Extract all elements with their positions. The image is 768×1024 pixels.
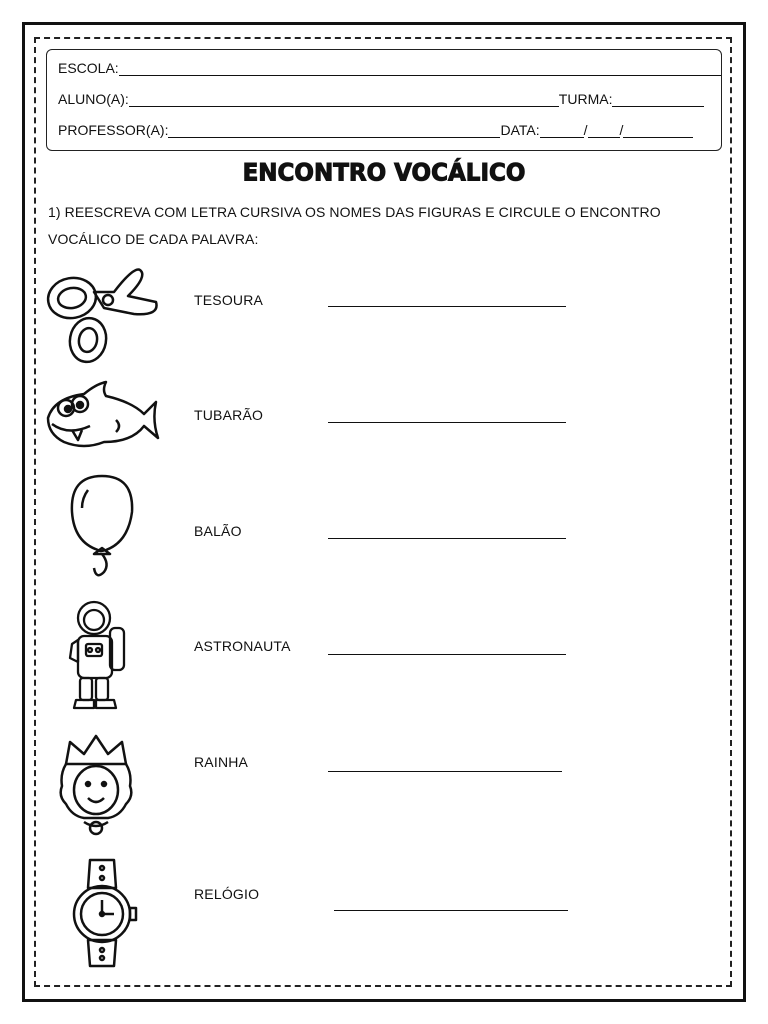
word-label: RAINHA xyxy=(194,754,249,770)
word-label: RELÓGIO xyxy=(194,886,260,902)
word-label: TUBARÃO xyxy=(194,407,264,423)
escola-field[interactable] xyxy=(119,61,721,76)
answer-line[interactable] xyxy=(328,654,566,655)
aluno-row xyxy=(58,91,704,107)
word-label: BALÃO xyxy=(194,523,242,539)
date-day-field[interactable] xyxy=(540,123,584,138)
date-month-field[interactable] xyxy=(588,123,620,138)
word-label: TESOURA xyxy=(194,292,264,308)
aluno-field[interactable] xyxy=(129,92,559,107)
turma-field[interactable] xyxy=(612,92,704,107)
watch-icon xyxy=(70,858,138,970)
escola-label: ESCOLA: xyxy=(58,60,119,76)
aluno-label: ALUNO(A): xyxy=(58,91,129,107)
date-year-field[interactable] xyxy=(623,123,693,138)
scissors-icon xyxy=(44,262,160,366)
queen-icon xyxy=(54,734,138,838)
astronaut-icon xyxy=(66,598,132,712)
professor-row xyxy=(58,122,693,138)
professor-field[interactable] xyxy=(168,123,500,138)
answer-line[interactable] xyxy=(328,538,566,539)
escola-row xyxy=(58,60,721,76)
balloon-icon xyxy=(66,472,138,582)
date-separator-2: / xyxy=(619,122,624,138)
answer-line[interactable] xyxy=(328,771,562,772)
answer-line[interactable] xyxy=(328,422,566,423)
professor-label: PROFESSOR(A): xyxy=(58,122,169,138)
worksheet-title: ENCONTRO VOCÁLICO xyxy=(242,159,526,187)
answer-line[interactable] xyxy=(328,306,566,307)
word-label: ASTRONAUTA xyxy=(194,638,291,654)
answer-line[interactable] xyxy=(334,910,568,911)
turma-label: TURMA: xyxy=(558,91,613,107)
data-label: DATA: xyxy=(500,122,540,138)
date-separator-1: / xyxy=(583,122,588,138)
instruction-line-2: VOCÁLICO DE CADA PALAVRA: xyxy=(48,231,259,247)
shark-icon xyxy=(44,380,160,456)
instruction-line-1: 1) REESCREVA COM LETRA CURSIVA OS NOMES DAS FIGURAS E CIRCULE O ENCONTRO xyxy=(48,204,661,220)
